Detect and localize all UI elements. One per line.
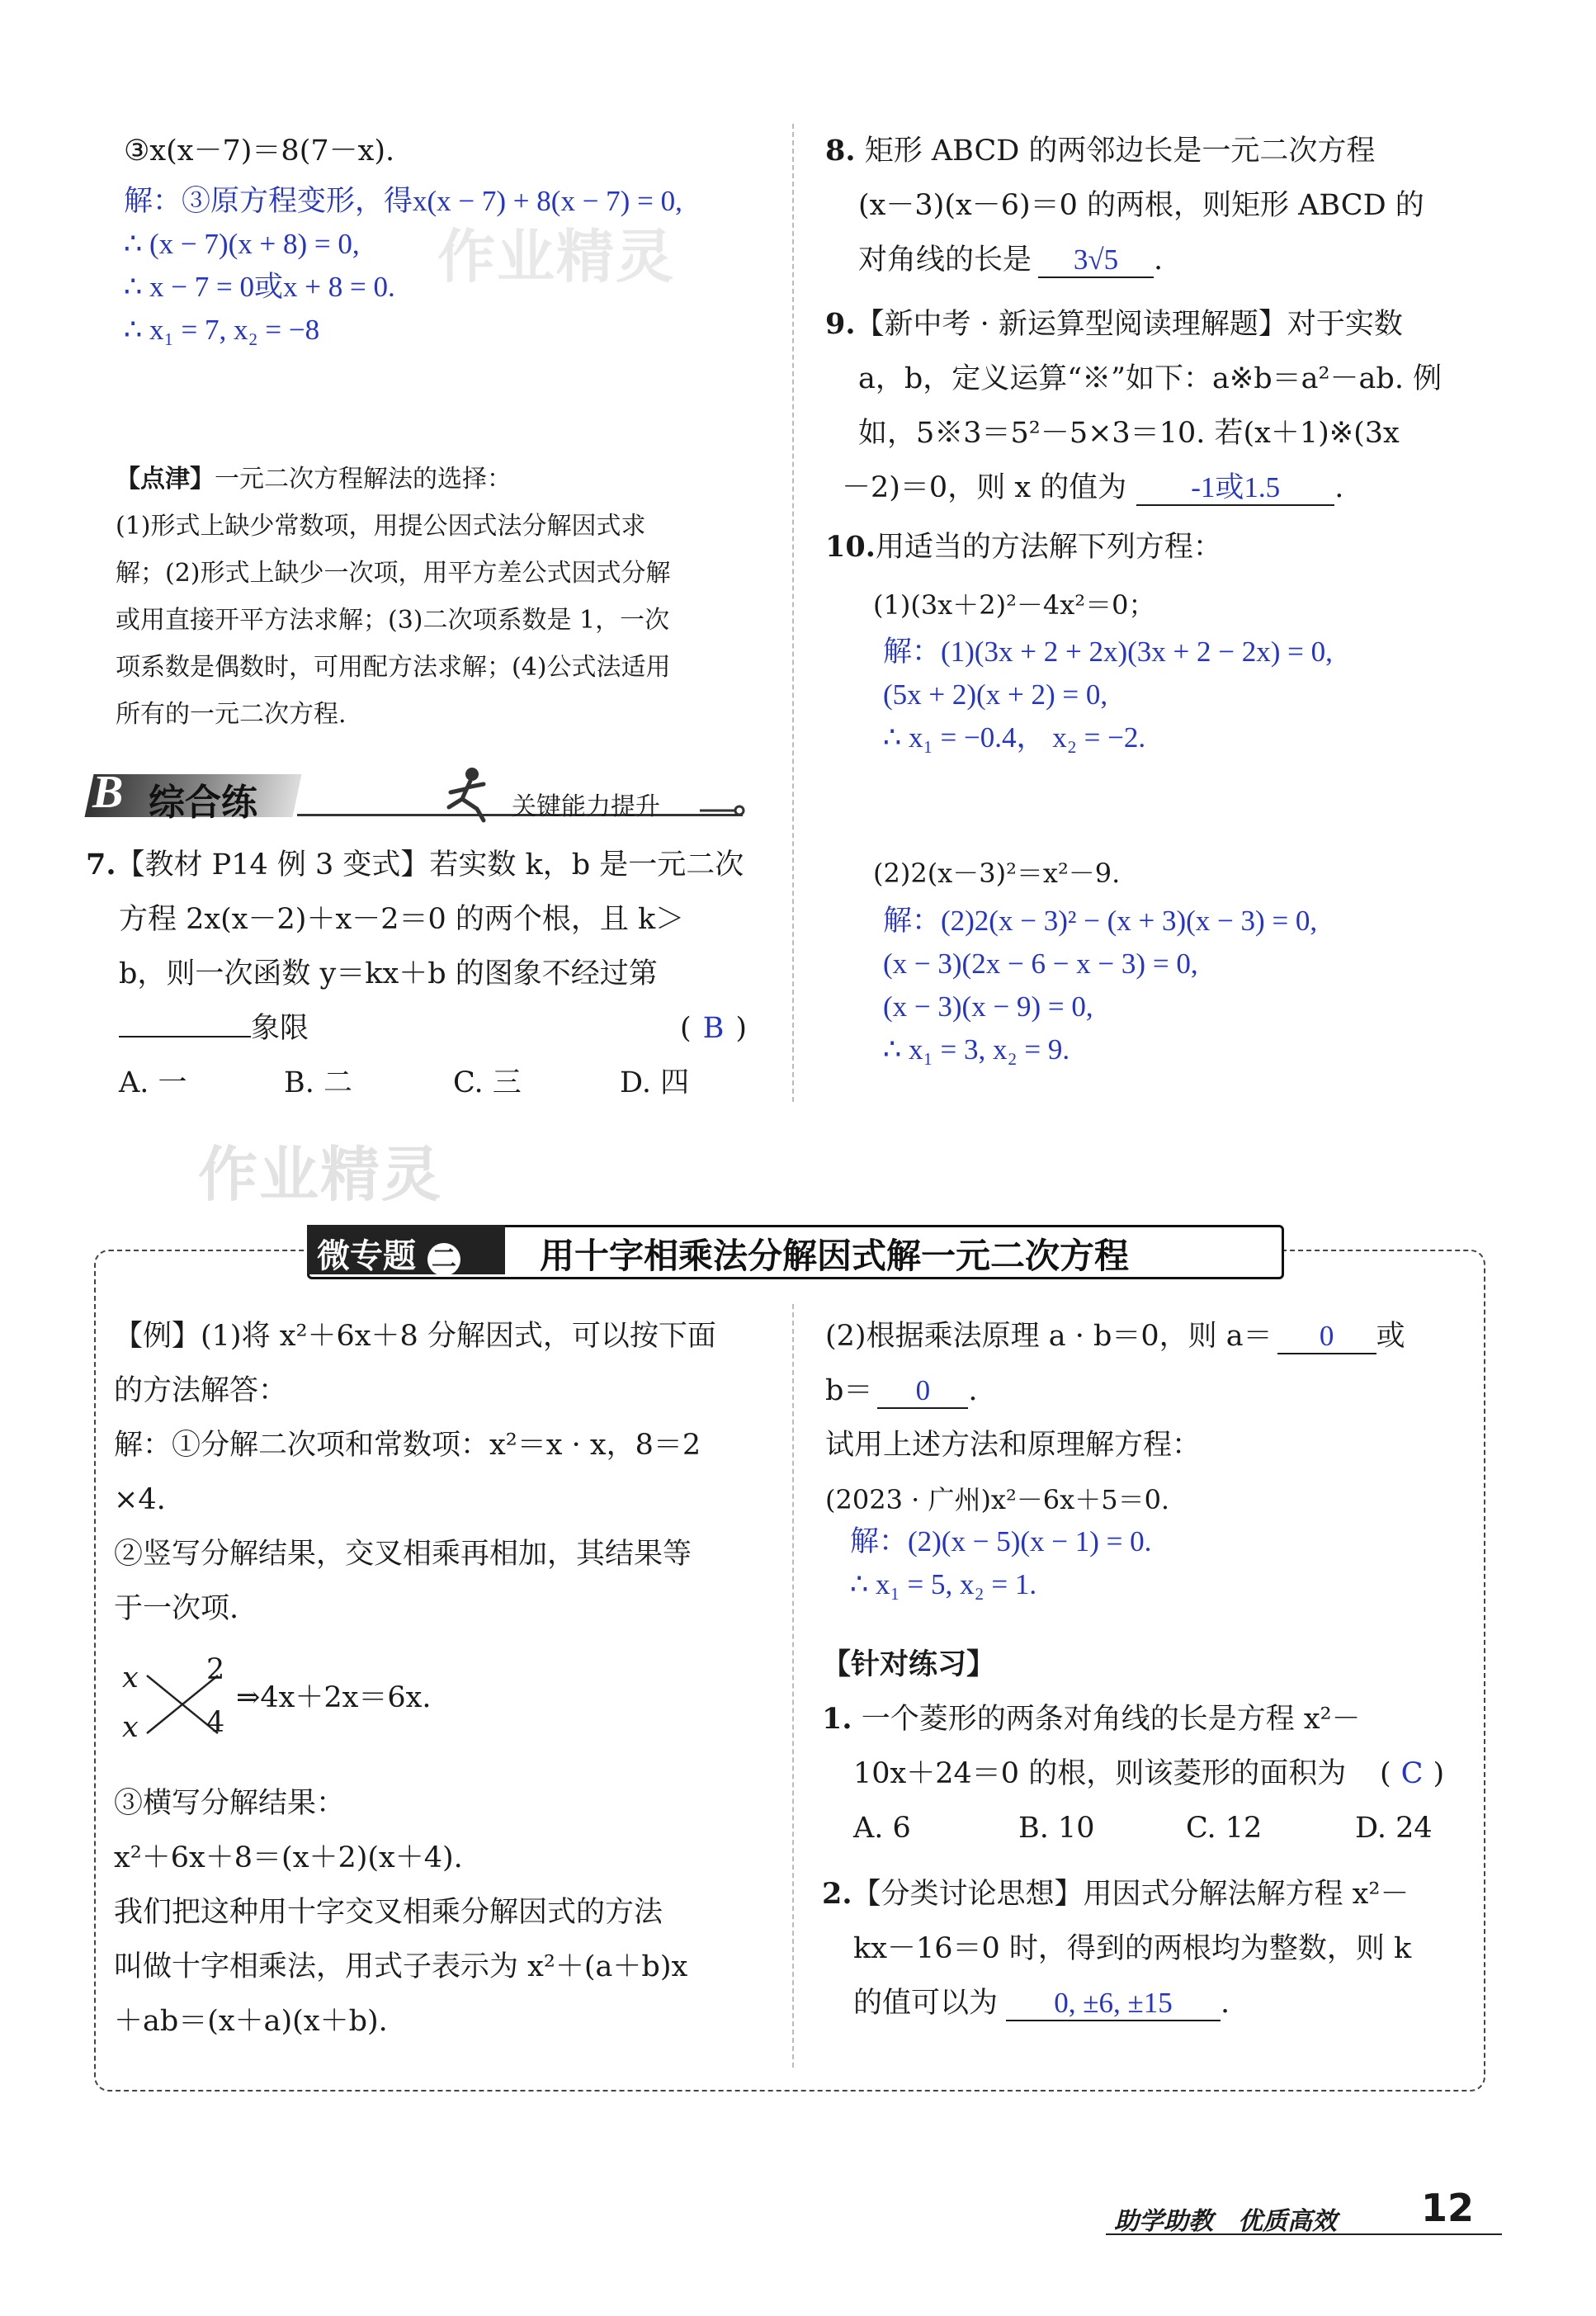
tip-line: 一元二次方程解法的选择： [215,465,512,494]
solution-line: 解：(1)(3x + 2 + 2x)(3x + 2 − 2x) = 0, [883,636,1333,668]
solution-line: (x − 3)(2x − 6 − x − 3) = 0, [883,948,1198,980]
column-divider [792,124,794,1102]
p2-line: 的值可以为 [853,1987,999,2020]
solution-line: ∴ x − 7 = 0或x + 8 = 0. [124,271,395,303]
solution-line: ∴ x₁ = 5, x₂ = 1. [850,1568,1037,1600]
option: D. 四 [620,1066,690,1099]
q9-line: －2)＝0，则 x 的值为 [842,471,1127,504]
question-8: 8. 矩形 ABCD 的两邻边长是一元二次方程 (x－3)(x－6)＝0 的两根，则矩形 ABCD 的 对角线的长是 3√5 . [825,124,1510,287]
example-line: (2023 · 广州)x²－6x＋5＝0. [825,1484,1170,1515]
q8-number: 8. [825,134,856,168]
tip-title: 【点津】 [116,465,215,494]
cross-bottom-right: 4 [206,1706,225,1739]
arrow-icon [698,801,748,820]
example-line: 解：①分解二次项和常数项：x²＝x · x，8＝2 [114,1429,701,1462]
option: C. 12 [1186,1812,1263,1845]
q9-number: 9. [825,307,856,341]
column-divider [792,1304,794,2068]
solution-line: 解：(2)(x − 5)(x − 1) = 0. [850,1525,1152,1557]
question-7: 7.【教材 P14 例 3 变式】若实数 k，b 是一元二次 方程 2x(x－2)＋x－2＝0 的两个根，且 k＞ b，则一次函数 y＝kx＋b 的图象不经过第 象限 ( B ) A. 一 B. 二 C. 三 D. 四 [86,838,771,1110]
q10-number: 10. [825,530,876,564]
cross-result: ⇒4x＋2x＝6x. [236,1681,432,1714]
question-9: 9.【新中考 · 新运算型阅读理解题】对于实数 a，b，定义运算“※”如下：a※b＝a²－ab. 例 如，5※3＝5²－5×3＝10. 若(x＋1)※(3x －2)＝0，则 x 的值为 -1或1.5 . [825,297,1510,515]
example-line: ②竖写分解结果，交叉相乘再相加，其结果等 [114,1538,692,1571]
option: A. 一 [119,1066,187,1099]
solution-line: ∴ x₁ = 3, x₂ = 9. [883,1033,1070,1066]
section-letter: B [92,767,124,818]
example-line: x²＋6x＋8＝(x＋2)(x＋4). [114,1841,463,1874]
example-line: 我们把这种用十字交叉相乘分解因式的方法 [114,1896,663,1929]
footer-slogan: 助学助教 优质高效 [1114,2207,1337,2236]
practice-title: 【针对练习】 [822,1647,996,1681]
page-number: 12 [1421,2186,1475,2230]
tip-line: 项系数是偶数时，可用配方法求解；(4)公式法适用 [116,653,671,682]
q8-answer: 3√5 [1038,243,1154,278]
footer-rule [1106,2233,1502,2235]
example [114,1309,782,1636]
q10-text: 用适当的方法解下列方程： [875,531,1222,564]
practice-2: 2.【分类讨论思想】用因式分解法解方程 x²－ kx－16＝0 时，得到的两根均为整数，则 k 的值可以为 0, ±6, ±15 . [822,1867,1482,2030]
tip-line: 解；(2)形式上缺少一次项，用平方差公式因式分解 [116,559,671,588]
q10-part2-solution [883,900,1317,1071]
q7-number: 7. [86,848,116,881]
p1-line: 一个菱形的两条对角线的长是方程 x²－ [861,1703,1361,1736]
cross-bottom-left: x [122,1711,139,1744]
q10-part2: (2)2(x－3)²＝x²－9. [873,858,1121,889]
p2-answer: 0, ±6, ±15 [1006,1987,1221,2021]
example-line: b＝ [825,1374,873,1407]
p1-number: 1. [822,1702,852,1736]
example-line: ③横写分解结果： [114,1787,346,1820]
example-line: (2)根据乘法原理 a · b＝0，则 a＝ [825,1320,1273,1353]
tip-box [116,456,767,738]
example-line: ＋ab＝(x＋a)(x＋b). [114,2005,388,2038]
practice-1: 1. 一个菱形的两条对角线的长是方程 x²－ 10x＋24＝0 的根，则该菱形的面积为 ( C ) A. 6 B. 10 C. 12 D. 24 [822,1692,1482,1855]
p2-line: 【分类讨论思想】用因式分解法解方程 x²－ [852,1878,1409,1911]
q9-line: a，b，定义运算“※”如下：a※b＝a²－ab. 例 [858,362,1443,395]
option: B. 10 [1018,1812,1095,1845]
solution-line: 解：③原方程变形，得x(x − 7) + 8(x − 7) = 0, [124,185,682,217]
solution-line: ∴ (x − 7)(x + 8) = 0, [124,228,360,260]
example-line: 【例】(1)将 x²＋6x＋8 分解因式，可以按下面 [114,1320,716,1353]
q8-line: 对角线的长是 [858,243,1032,277]
option: D. 24 [1355,1812,1433,1845]
solution-line: 解：(2)2(x − 3)² − (x + 3)(x − 3) = 0, [883,905,1318,937]
solution-line: ∴ x₁ = −0.4， x₂ = −2. [883,721,1146,754]
q7-line: 象限 [251,1012,309,1045]
p1-answer: C [1400,1757,1424,1790]
q7-line: b，则一次函数 y＝kx＋b 的图象不经过第 [119,957,658,990]
q7-answer: B [702,1012,725,1045]
topic-label: 微专题 二 [317,1230,460,1277]
cross-diagram [116,1653,528,1758]
example-line: 试用上述方法和原理解方程： [825,1429,1202,1462]
section-title: 综合练 [149,782,257,824]
question-10 [825,520,1510,574]
watermark: 作业精灵 [437,223,675,291]
topic-title: 用十字相乘法分解因式解一元二次方程 [540,1236,1130,1276]
example-line: 叫做十字相乘法，用式子表示为 x²＋(a＋b)x [114,1950,688,1983]
example-line: ×4. [114,1483,166,1516]
q9-answer: -1或1.5 [1136,471,1334,506]
q3-equation: ③x(x－7)＝8(7－x). [124,135,395,168]
section-subtitle: 关键能力提升 [512,792,660,821]
topic-number: 二 [427,1243,460,1276]
q9-line: 如，5※3＝5²－5×3＝10. 若(x＋1)※(3x [858,417,1400,450]
example-continued [114,1776,782,2049]
example-line: 的方法解答： [114,1374,288,1407]
or-text: 或 [1376,1320,1405,1353]
solution-line: (x − 3)(x − 9) = 0, [883,990,1093,1023]
example-part2: (2)根据乘法原理 a · b＝0，则 a＝ 0 或 b＝ 0 . 试用上述方法和原理解方程： (2023 · 广州)x²－6x＋5＝0. [825,1309,1477,1527]
p2-line: kx－16＝0 时，得到的两根均为整数，则 k [853,1932,1412,1965]
option: A. 6 [853,1812,911,1845]
example-line: 于一次项. [114,1592,239,1625]
example-solution [850,1520,1151,1606]
tip-line: 所有的一元二次方程. [116,700,347,729]
p2-number: 2. [822,1877,852,1911]
solution-line: ∴ x₁ = 7, x₂ = −8 [124,314,320,346]
solution-line: (5x + 2)(x + 2) = 0, [883,678,1108,711]
q7-blank [119,1008,251,1037]
q8-line: (x－3)(x－6)＝0 的两根，则矩形 ABCD 的 [858,189,1424,222]
tip-line: 或用直接开平方法求解；(3)二次项系数是 1，一次 [116,606,670,635]
q10-part1: (1)(3x＋2)²－4x²＝0； [873,589,1155,621]
blank-answer-a: 0 [1277,1320,1376,1354]
watermark: 作业精灵 [198,1140,443,1209]
q10-part1-solution [883,631,1333,759]
blank-answer-b: 0 [877,1374,968,1409]
q9-line: 【新中考 · 新运算型阅读理解题】对于实数 [855,308,1403,341]
q8-line: 矩形 ABCD 的两邻边长是一元二次方程 [864,135,1376,168]
q7-line: 方程 2x(x－2)＋x－2＝0 的两个根，且 k＞ [119,903,685,936]
tip-line: (1)形式上缺少常数项，用提公因式法分解因式求 [116,512,646,541]
p1-line: 10x＋24＝0 的根，则该菱形的面积为 [853,1757,1347,1790]
cross-top-right: 2 [206,1653,225,1686]
option: C. 三 [453,1066,522,1099]
q7-line: 【教材 P14 例 3 变式】若实数 k，b 是一元二次 [116,848,744,881]
runner-icon [429,766,503,824]
cross-top-left: x [122,1661,139,1694]
option: B. 二 [284,1066,352,1099]
